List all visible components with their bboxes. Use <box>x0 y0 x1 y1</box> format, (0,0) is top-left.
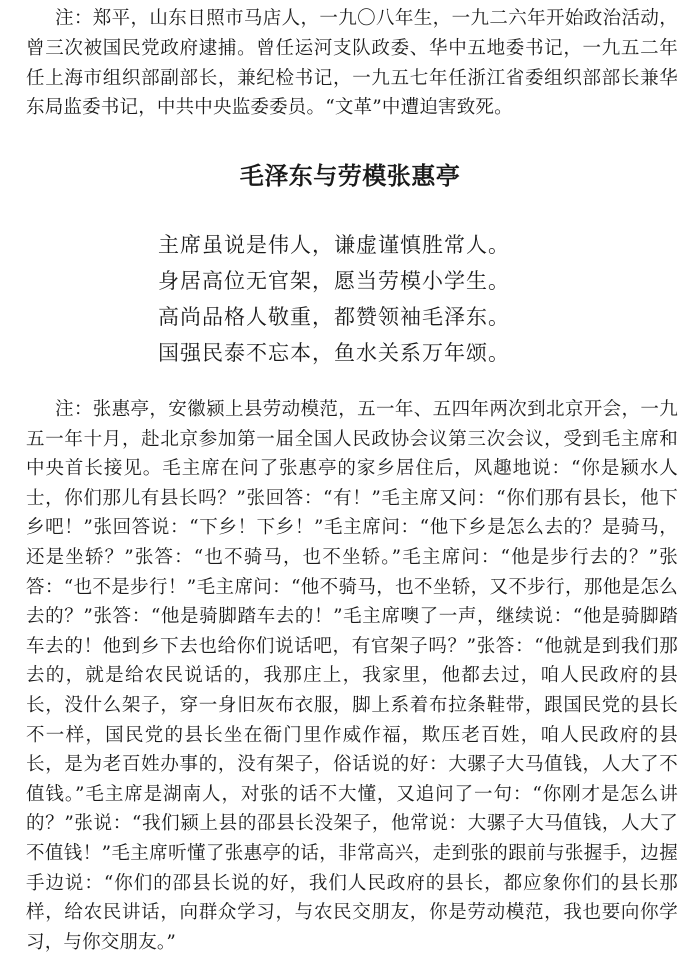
poem-line: 身居高位无官架，愿当劳模小学生。 <box>158 269 510 293</box>
poem-title: 毛泽东与劳模张惠亭 <box>239 162 461 190</box>
footnote-zheng-ping: 注：郑平，山东日照市马店人，一九〇八年生，一九二六年开始政治活动，曾三次被国民党政府逮捕。曾任运河支队政委、华中五地委书记，一九五二年任上海市组织部副部长，兼纪检书记，一九五七年任浙江省委组织部部长兼华东局监委书记，中共中央监委委员。“文革”中遭迫害致死。 <box>26 8 678 119</box>
poem-line: 高尚品格人敬重，都赞领袖毛泽东。 <box>158 305 510 329</box>
footnote-zhang-huiting: 注：张惠亭，安徽颍上县劳动模范，五一年、五四年两次到北京开会，一九五一年十月，赴北京参加第一届全国人民政协会议第三次会议，受到毛主席和中央首长接见。毛主席在问了张惠亭的家乡居住后，风趣地说：“你是颍水人士，你们那儿有县长吗？”张回答：“有！”毛主席又问：“你们那有县长，他下乡吧！”张回答说：“下乡！下乡！”毛主席问：“他下乡是怎么去的？是骑马，还是坐轿？”张答：“也不骑马，也不坐轿。”毛主席问：“他是步行去的？”张答：“也不是步行！”毛主席问：“他不骑马，也不坐轿，又不步行，那他是怎么去的？”张答：“他是骑脚踏车去的！”毛主席噢了一声，继续说：“他是骑脚踏车去的！他到乡下去也给你们说话吧，有官架子吗？”张答：“他就是到我们那去的，就是给农民说话的，我那庄上，我家里，他都去过，咱人民政府的县长，没什么架子，穿一身旧灰布衣服，脚上系着布拉条鞋带，跟国民党的县长不一样，国民党的县长坐在衙门里作威作福，欺压老百姓，咱人民政府的县长，是为老百姓办事的，没有架子，俗话说的好：大骡子大马值钱，人大了不值钱。”毛主席是湖南人，对张的话不大懂，又追问了一句：“你刚才是怎么讲的？”张说：“我们颍上县的邵县长没架子，他常说：大骡子大马值钱，人大了不值钱！”毛主席听懂了张惠亭的话，非常高兴，走到张的跟前与张握手，边握手边说：“你们的邵县长说的好，我们人民政府的县长，都应象你们的县长那样，给农民讲话，向群众学习，与农民交朋友，你是劳动模范，我也要向你学习，与你交朋友。” <box>26 399 678 953</box>
poem-line: 国强民泰不忘本，鱼水关系万年颂。 <box>158 341 510 365</box>
poem-line: 主席虽说是伟人，谦虚谨慎胜常人。 <box>158 233 510 257</box>
poem <box>158 227 510 371</box>
